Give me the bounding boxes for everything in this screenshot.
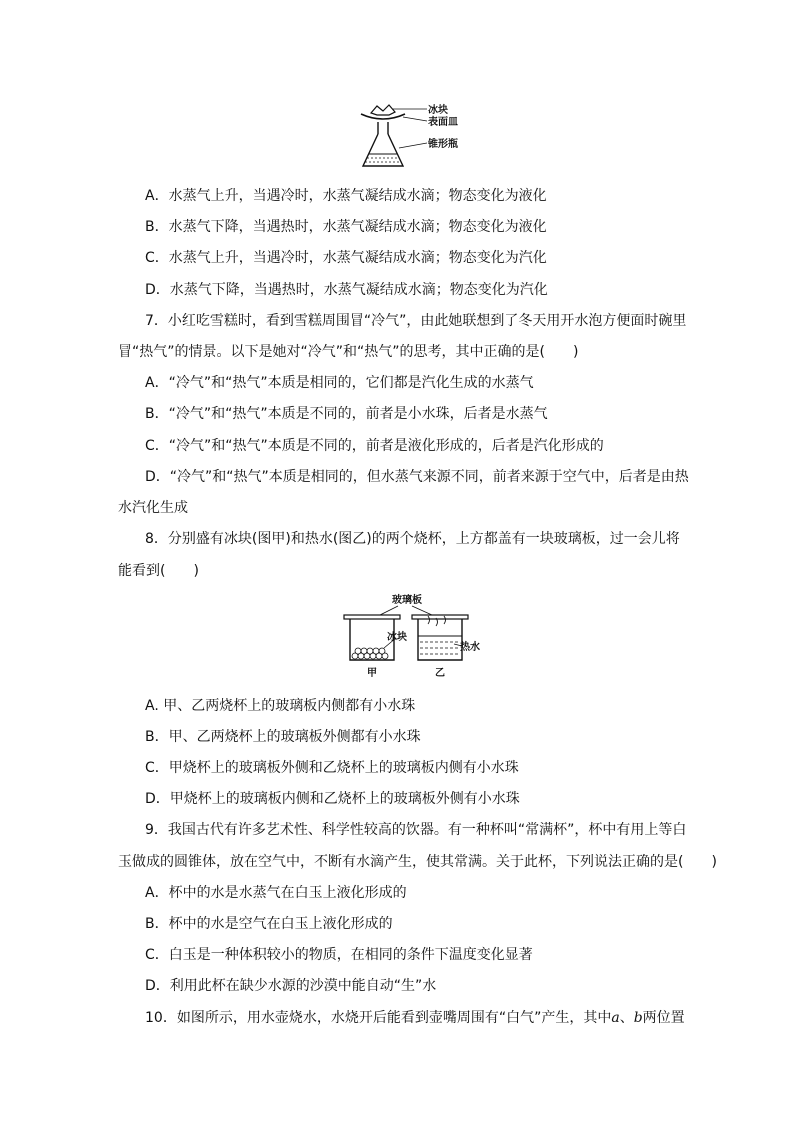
- q9-option-b: B．杯中的水是空气在白玉上液化形成的: [145, 916, 393, 932]
- q7-option-c: C．“冷气”和“热气”本质是不同的，前者是液化形成的，后者是汽化形成的: [145, 438, 604, 454]
- q7-stem-line2: 冒“热气”的情景。以下是她对“冷气”和“热气”的思考，其中正确的是( ): [118, 344, 579, 360]
- q10-position-a: a: [611, 1010, 620, 1026]
- watch-glass-label: 表面皿: [428, 117, 458, 128]
- q6-option-c: C．水蒸气上升，当遇冷时，水蒸气凝结成水滴；物态变化为汽化: [145, 250, 547, 266]
- flask-figure: [355, 100, 465, 175]
- q9-option-a: A．杯中的水是水蒸气在白玉上液化形成的: [145, 885, 407, 901]
- beaker-jia-label: 甲: [367, 668, 377, 679]
- conical-flask-label: 锥形瓶: [428, 139, 458, 150]
- q7-option-d-continued: 水汽化生成: [118, 500, 188, 516]
- hot-water-label: 热水: [460, 642, 480, 653]
- glass-plate-label: 玻璃板: [392, 595, 422, 606]
- q9-stem-line1: 9．我国古代有许多艺术性、科学性较高的饮器。有一种杯叫“常满杯”，杯中有用上等白: [145, 822, 687, 838]
- q6-option-b: B．水蒸气下降，当遇热时，水蒸气凝结成水滴；物态变化为液化: [145, 219, 547, 235]
- beaker-yi-label: 乙: [435, 668, 445, 679]
- q7-option-b: B．“冷气”和“热气”本质是不同的，前者是小水珠，后者是水蒸气: [145, 406, 548, 422]
- q7-option-a: A．“冷气”和“热气”本质是相同的，它们都是汽化生成的水蒸气: [145, 375, 534, 391]
- q7-stem-line1: 7．小红吃雪糕时，看到雪糕周围冒“冷气”，由此她联想到了冬天用开水泡方便面时碗里: [145, 313, 687, 329]
- ice-block-label: 冰块: [387, 632, 407, 643]
- q8-option-a: A. 甲、乙两烧杯上的玻璃板内侧都有小水珠: [145, 698, 416, 714]
- q9-option-c: C．白玉是一种体积较小的物质，在相同的条件下温度变化显著: [145, 947, 533, 963]
- q10-separator: 、: [619, 1010, 634, 1026]
- q10-position-b: b: [633, 1010, 643, 1026]
- q8-option-d: D．甲烧杯上的玻璃板内侧和乙烧杯上的玻璃板外侧有小水珠: [145, 791, 520, 807]
- q8-stem-line1: 8．分别盛有冰块(图甲)和热水(图乙)的两个烧杯，上方都盖有一块玻璃板，过一会儿将: [145, 531, 680, 547]
- q8-stem-line2: 能看到( ): [118, 563, 199, 579]
- q10-stem-line1: [145, 1008, 685, 1028]
- q10-suffix: 两位置: [642, 1010, 685, 1026]
- ice-label: 冰块: [428, 105, 448, 116]
- q6-option-d: D．水蒸气下降，当遇热时，水蒸气凝结成水滴；物态变化为汽化: [145, 282, 548, 298]
- q9-stem-line2: 玉做成的圆锥体，放在空气中，不断有水滴产生，使其常满。关于此杯，下列说法正确的是( ): [118, 854, 717, 870]
- q10-prefix: 10．如图所示，用水壶烧水，水烧开后能看到壶嘴周围有“白气”产生，其中: [145, 1010, 612, 1026]
- q7-option-d: D．“冷气”和“热气”本质是相同的，但水蒸气来源不同，前者来源于空气中，后者是由热: [145, 469, 689, 485]
- q8-option-c: C．甲烧杯上的玻璃板外侧和乙烧杯上的玻璃板内侧有小水珠: [145, 760, 519, 776]
- q8-option-b: B．甲、乙两烧杯上的玻璃板外侧都有小水珠: [145, 729, 421, 745]
- q9-option-d: D．利用此杯在缺少水源的沙漠中能自动“生”水: [145, 978, 437, 994]
- beakers-figure: [340, 592, 490, 682]
- q6-option-a: A．水蒸气上升，当遇冷时，水蒸气凝结成水滴；物态变化为液化: [145, 188, 547, 204]
